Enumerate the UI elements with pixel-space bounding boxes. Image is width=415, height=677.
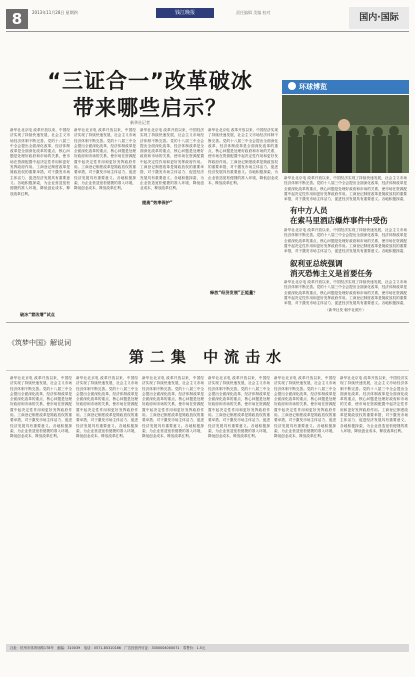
story-column-2: 新华社北京电 改革开放以来，中国经济实现了持续快速发展，社会主义市场经济体制不断完善。党的十八届三中全会提出全面深化改革，经济体制改革是全面深化改革的重点，核心问题是处理好政府和市场的关系，使市场在资源配置中起决定性作用和更好发挥政府作用。工商登记制度改革是简政放权的重要举措，对于激发市场主体活力、促进经济发展具有重要意义。各地积极探索，为企业营造宽松便捷的准入环境，降低创业成本，释放改革红利。 <box>74 128 136 191</box>
sidebar-headline-2-line-2: 消灭恐怖主义是首要任务 <box>290 269 373 278</box>
episode-column-3: 新华社北京电 改革开放以来，中国经济实现了持续快速发展，社会主义市场经济体制不断完善。党的十八届三中全会提出全面深化改革，经济体制改革是全面深化改革的重点，核心问题是处理好政府和市场的关系，使市场在资源配置中起决定性作用和更好发挥政府作用。工商登记制度改革是简政放权的重要举措，对于激发市场主体活力、促进经济发展具有重要意义。各地积极探索，为企业营造宽松便捷的准入环境，降低创业成本，释放改革红利。 <box>142 376 204 439</box>
sidebar-headline-1-line-1: 有中方人员 <box>290 206 328 215</box>
sidebar-banner <box>282 80 409 94</box>
issue-date: 2013年11月28日 星期四 <box>32 10 78 15</box>
sidebar-headline-2 <box>290 259 373 279</box>
sidebar-headline-1-line-2: 在索马里酒店爆炸事件中受伤 <box>290 216 388 225</box>
page-footer: 社址：杭州市体育场路178号 邮编：310039 电话：0571-85310186 广告经营许可证：3300004000071 零售价：1.5元 <box>6 644 409 652</box>
episode-column-6: 新华社北京电 改革开放以来，中国经济实现了持续快速发展，社会主义市场经济体制不断完善。党的十八届三中全会提出全面深化改革，经济体制改革是全面深化改革的重点，核心问题是处理好政府和市场的关系，使市场在资源配置中起决定性作用和更好发挥政府作用。工商登记制度改革是简政放权的重要举措，对于激发市场主体活力、促进经济发展具有重要意义。各地积极探索，为企业营造宽松便捷的准入环境，降低创业成本，释放改革红利。 <box>340 376 408 433</box>
episode-column-5: 新华社北京电 改革开放以来，中国经济实现了持续快速发展，社会主义市场经济体制不断完善。党的十八届三中全会提出全面深化改革，经济体制改革是全面深化改革的重点，核心问题是处理好政府和市场的关系，使市场在资源配置中起决定性作用和更好发挥政府作用。工商登记制度改革是简政放权的重要举措，对于激发市场主体活力、促进经济发展具有重要意义。各地积极探索，为企业营造宽松便捷的准入环境，降低创业成本，释放改革红利。 <box>274 376 336 439</box>
headline-line-2: 带来哪些启示？ <box>73 96 227 120</box>
byline: 新华社记者 <box>130 120 150 125</box>
sidebar-story-1: 新华社北京电 改革开放以来，中国经济实现了持续快速发展，社会主义市场经济体制不断完善。党的十八届三中全会提出全面深化改革，经济体制改革是全面深化改革的重点，核心问题是处理好政府和市场的关系，使市场在资源配置中起决定性作用和更好发挥政府作用。工商登记制度改革是简政放权的重要举措，对于激发市场主体活力、促进经济发展具有重要意义。各地积极探索， <box>284 228 407 254</box>
episode-column-1: 新华社北京电 改革开放以来，中国经济实现了持续快速发展，社会主义市场经济体制不断完善。党的十八届三中全会提出全面深化改革，经济体制改革是全面深化改革的重点，核心问题是处理好政府和市场的关系，使市场在资源配置中起决定性作用和更好发挥政府作用。工商登记制度改革是简政放权的重要举措，对于激发市场主体活力、促进经济发展具有重要意义。各地积极探索，为企业营造宽松便捷的准入环境，降低创业成本，释放改革红利。 <box>10 376 72 439</box>
story-subhead-2: 提高“效率保护” <box>142 200 173 205</box>
section-divider <box>6 322 409 323</box>
section-tab: 国内·国际 <box>349 7 409 29</box>
header-rule <box>6 31 409 32</box>
globe-icon <box>288 82 296 90</box>
story-column-3: 新华社北京电 改革开放以来，中国经济实现了持续快速发展，社会主义市场经济体制不断完善。党的十八届三中全会提出全面深化改革，经济体制改革是全面深化改革的重点，核心问题是处理好政府和市场的关系，使市场在资源配置中起决定性作用和更好发挥政府作用。工商登记制度改革是简政放权的重要举措，对于激发市场主体活力、促进经济发展具有重要意义。各地积极探索，为企业营造宽松便捷的准入环境，降低创业成本，释放改革红利。 <box>140 128 204 191</box>
sidebar-photo-text: 新华社北京电 改革开放以来，中国经济实现了持续快速发展，社会主义市场经济体制不断完善。党的十八届三中全会提出全面深化改革，经济体制改革是全面深化改革的重点，核心问题是处理好政府和市场的关系，使市场在资源配置中起决定性作用和更好发挥政府作用。工商登记制度改革是简政放权的重要举措，对于激发市场主体活力、促进经济发展具有重要意义。各地积极探索， <box>284 176 407 202</box>
editor-credits: 责任编辑 美编 校对 <box>236 10 271 15</box>
story-subhead-1: 破冰“营改增”试点 <box>20 312 55 317</box>
story-subhead-3: 释放“经济发展”正能量？ <box>210 290 258 295</box>
sidebar-caption: （新华社发 朝中社照片） <box>325 308 366 312</box>
episode-rule <box>6 370 409 371</box>
section-label: 《筑梦中国》解说词 <box>8 339 71 347</box>
banner-label: 环球博览 <box>299 83 327 91</box>
episode-column-4: 新华社北京电 改革开放以来，中国经济实现了持续快速发展，社会主义市场经济体制不断完善。党的十八届三中全会提出全面深化改革，经济体制改革是全面深化改革的重点，核心问题是处理好政府和市场的关系，使市场在资源配置中起决定性作用和更好发挥政府作用。工商登记制度改革是简政放权的重要举措，对于激发市场主体活力、促进经济发展具有重要意义。各地积极探索，为企业营造宽松便捷的准入环境，降低创业成本，释放改革红利。 <box>208 376 270 439</box>
sidebar-story-2: 新华社北京电 改革开放以来，中国经济实现了持续快速发展，社会主义市场经济体制不断完善。党的十八届三中全会提出全面深化改革，经济体制改革是全面深化改革的重点，核心问题是处理好政府和市场的关系，使市场在资源配置中起决定性作用和更好发挥政府作用。工商登记制度改革是简政放权的重要举措，对于激发市场主体活力、促进经济发展具有重要意义。各地积极探索， <box>284 280 407 306</box>
sidebar-headline-2-line-1: 叙利亚总统强调 <box>290 259 343 268</box>
news-photo <box>282 95 409 173</box>
episode-title: 第二集 中流击水 <box>128 348 288 366</box>
world-sidebar <box>282 80 409 318</box>
crowd-photo-illustration <box>282 95 409 173</box>
main-headline <box>40 68 260 122</box>
page-header <box>6 7 409 33</box>
episode-column-2: 新华社北京电 改革开放以来，中国经济实现了持续快速发展，社会主义市场经济体制不断完善。党的十八届三中全会提出全面深化改革，经济体制改革是全面深化改革的重点，核心问题是处理好政府和市场的关系，使市场在资源配置中起决定性作用和更好发挥政府作用。工商登记制度改革是简政放权的重要举措，对于激发市场主体活力、促进经济发展具有重要意义。各地积极探索，为企业营造宽松便捷的准入环境，降低创业成本，释放改革红利。 <box>76 376 138 439</box>
headline-line-1: “三证合一”改革破冰 <box>47 69 253 93</box>
newspaper-logo: 钱江晚报 <box>156 8 214 18</box>
story-column-4: 新华社北京电 改革开放以来，中国经济实现了持续快速发展，社会主义市场经济体制不断完善。党的十八届三中全会提出全面深化改革，经济体制改革是全面深化改革的重点，核心问题是处理好政府和市场的关系，使市场在资源配置中起决定性作用和更好发挥政府作用。工商登记制度改革是简政放权的重要举措，对于激发市场主体活力、促进经济发展具有重要意义。各地积极探索，为企业营造宽松便捷的准入环境，降低创业成本，释放改革红利。 <box>208 128 278 185</box>
story-column-1: 新华社北京电 改革开放以来，中国经济实现了持续快速发展，社会主义市场经济体制不断完善。党的十八届三中全会提出全面深化改革，经济体制改革是全面深化改革的重点，核心问题是处理好政府和市场的关系，使市场在资源配置中起决定性作用和更好发挥政府作用。工商登记制度改革是简政放权的重要举措，对于激发市场主体活力、促进经济发展具有重要意义。各地积极探索，为企业营造宽松便捷的准入环境，降低创业成本，释放改革红利。 <box>10 128 70 196</box>
page-number: 8 <box>6 9 28 29</box>
sidebar-headline-1 <box>290 206 388 226</box>
